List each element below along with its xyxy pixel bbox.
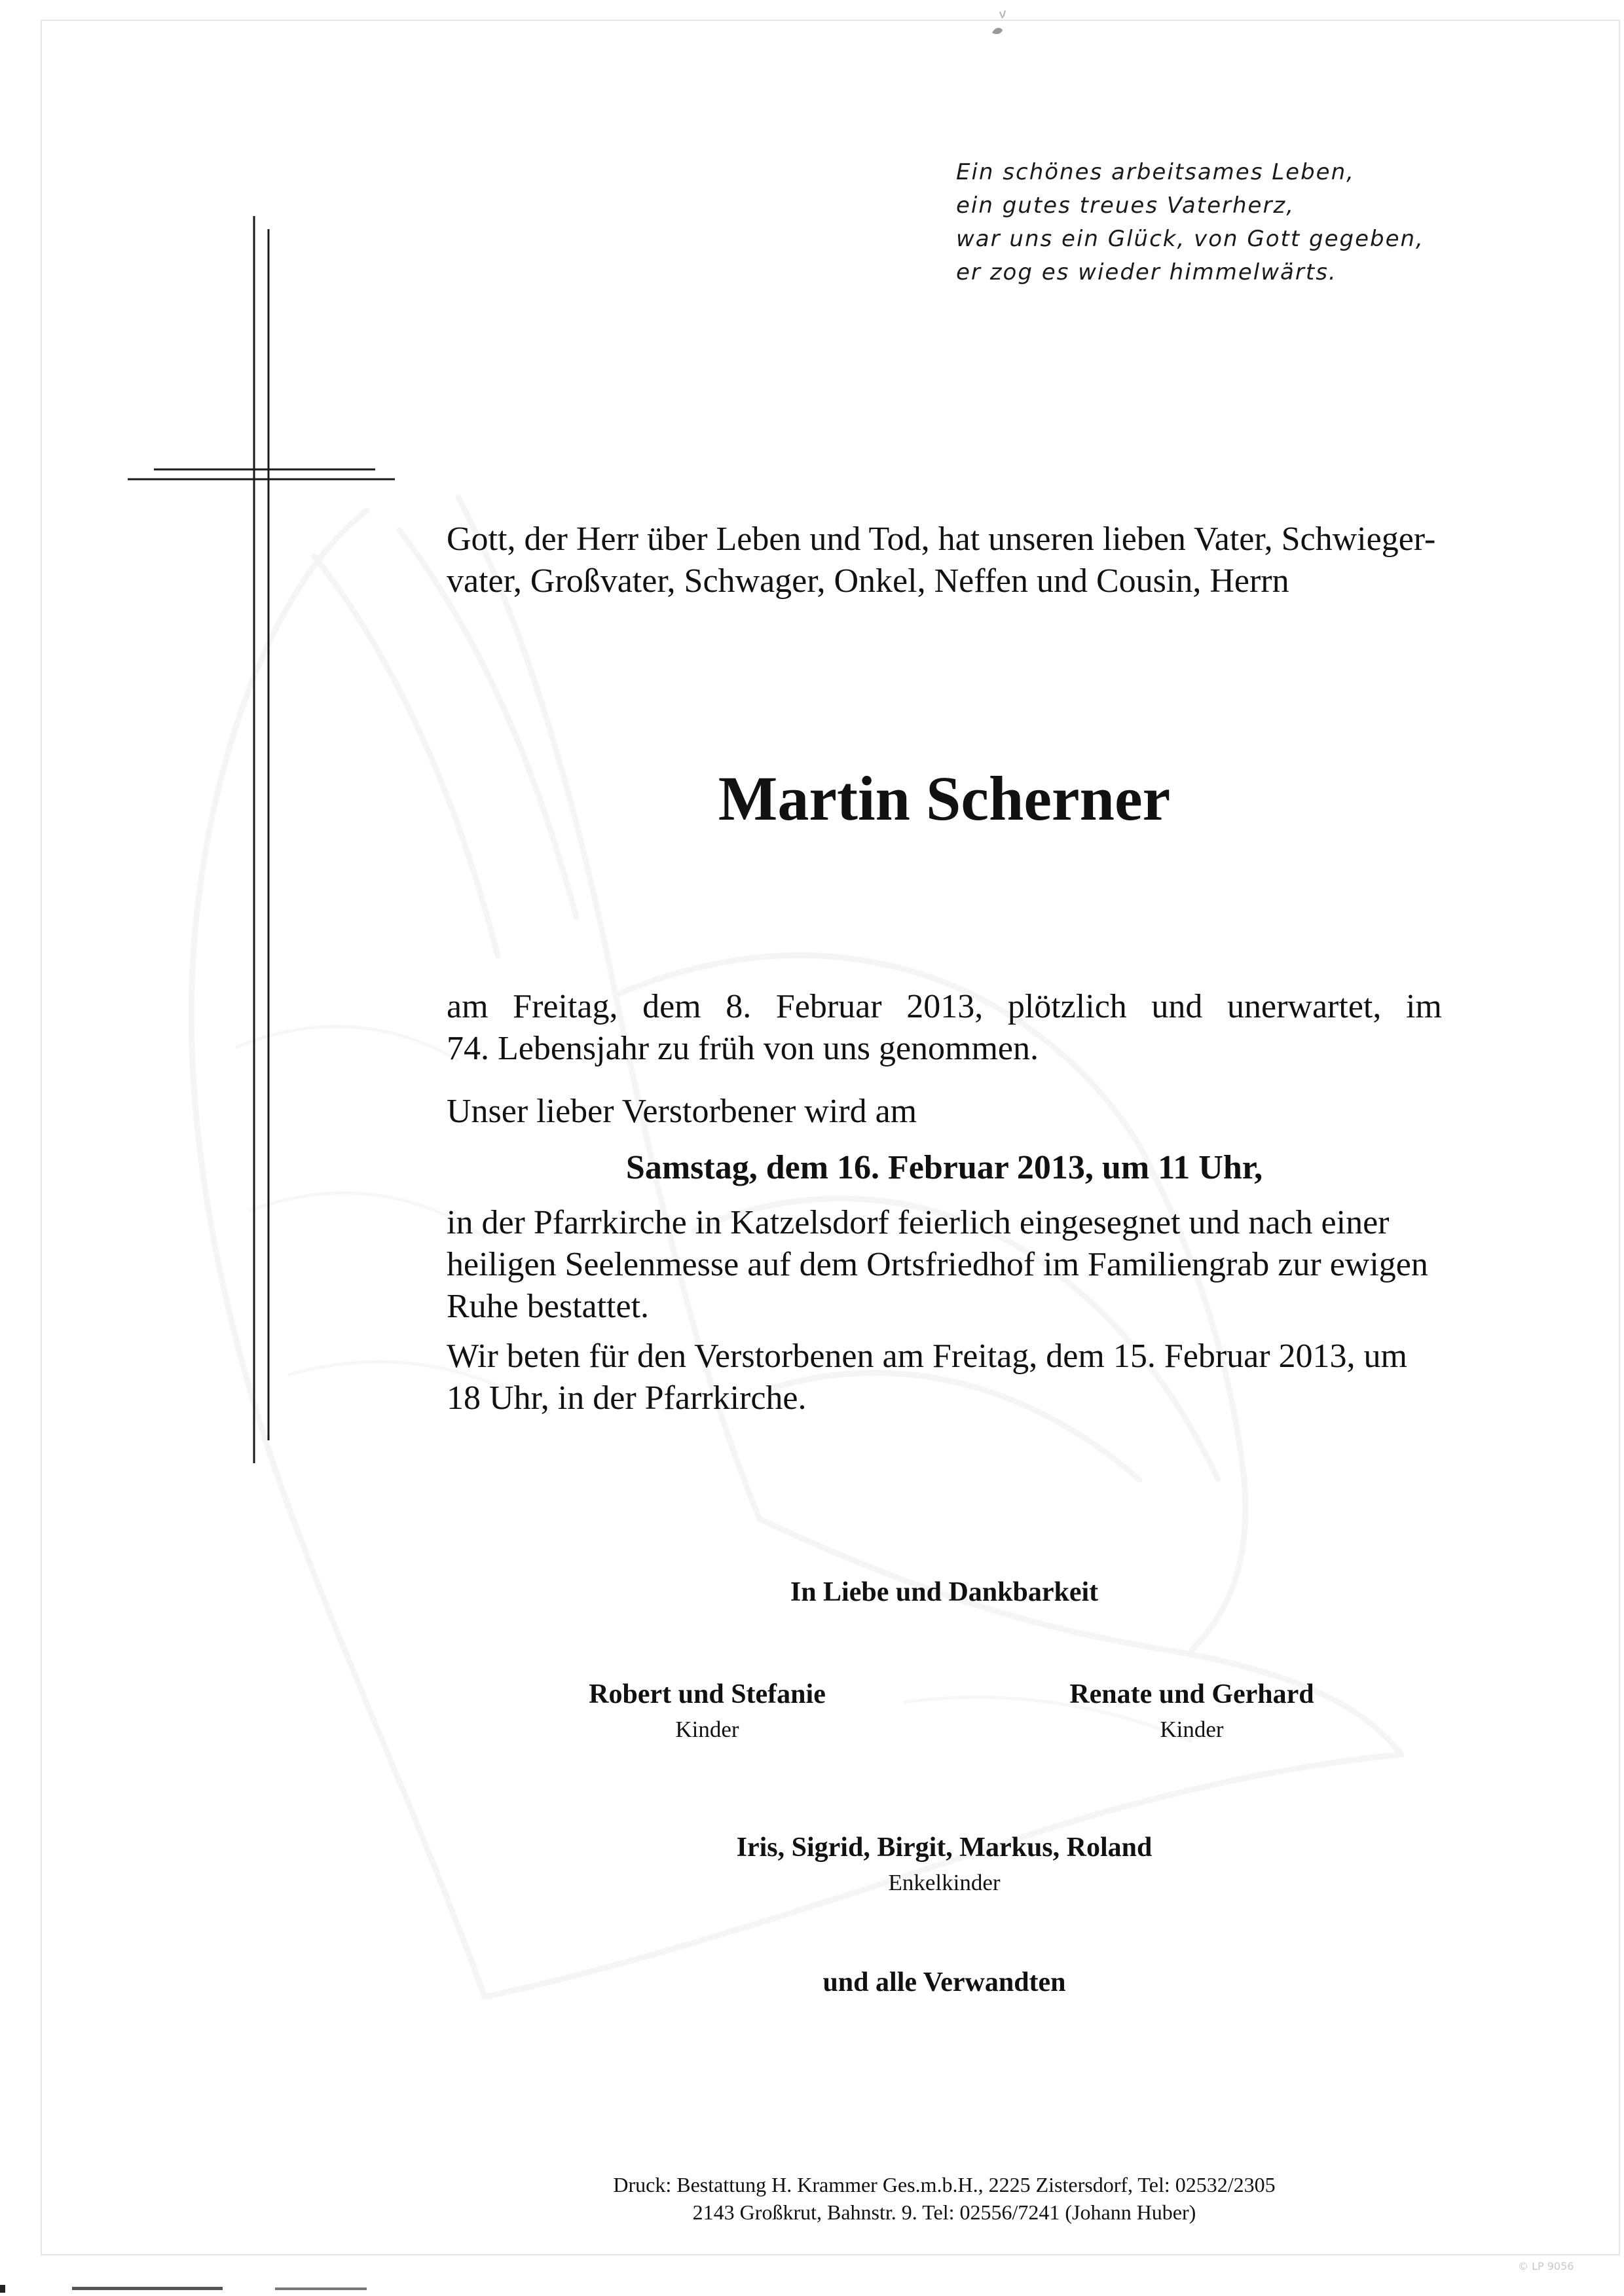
signer-relatives: und alle Verwandten	[822, 1967, 1066, 1997]
funeral-line: in der Pfarrkirche in Katzelsdorf feierlich eingesegnet und nach einer	[447, 1204, 1390, 1241]
poem-line: war uns ein Glück, von Gott gegeben,	[956, 226, 1424, 252]
signer-children-1	[537, 1676, 877, 1747]
word: 8.	[726, 988, 752, 1025]
scan-mark	[986, 8, 1012, 38]
signer-names: Iris, Sigrid, Birgit, Markus, Roland	[736, 1832, 1153, 1863]
funeral-line: Ruhe bestattet.	[447, 1288, 650, 1325]
signer-role: Kinder	[1160, 1717, 1224, 1742]
scan-artifact	[0, 2285, 5, 2293]
word: 2013,	[906, 988, 984, 1025]
signer-children-2	[1022, 1676, 1362, 1747]
prayer-line: Wir beten für den Verstorbenen am Freitag, dem 15. Februar 2013, um	[447, 1338, 1407, 1375]
funeral-date: Samstag, dem 16. Februar 2013, um 11 Uhr,	[625, 1149, 1263, 1186]
intro-line: vater, Großvater, Schwager, Onkel, Neffen und Cousin, Herrn	[447, 562, 1289, 600]
death-line-2: 74. Lebensjahr zu früh von uns genommen.	[447, 1030, 1039, 1067]
signature-heading: In Liebe und Dankbarkeit	[790, 1577, 1099, 1607]
deceased-name: Martin Scherner	[718, 763, 1171, 833]
signer-names: Robert und Stefanie	[589, 1679, 826, 1709]
form-code: © LP 9056	[1518, 2260, 1574, 2272]
funeral-intro	[447, 1091, 1442, 1133]
poem-line: er zog es wieder himmelwärts.	[956, 259, 1337, 285]
signer-names: Renate und Gerhard	[1069, 1679, 1314, 1709]
prayer-paragraph	[447, 1336, 1442, 1419]
printer-line: Druck: Bestattung H. Krammer Ges.m.b.H., 2225 Zistersdorf, Tel: 02532/2305	[613, 2173, 1276, 2196]
announcement-intro	[447, 519, 1442, 602]
word: dem	[642, 988, 701, 1025]
signer-role: Kinder	[675, 1717, 739, 1742]
scan-artifact	[72, 2287, 223, 2290]
word: Freitag,	[513, 988, 618, 1025]
funeral-intro-line: Unser lieber Verstorbener wird am	[447, 1093, 917, 1130]
word: und	[1151, 988, 1203, 1025]
word: unerwartet,	[1227, 988, 1382, 1025]
funeral-paragraph	[447, 1202, 1442, 1328]
printer-line: 2143 Großkrut, Bahnstr. 9. Tel: 02556/7241 (Johann Huber)	[692, 2200, 1196, 2224]
memorial-poem	[956, 156, 1480, 289]
word: plötzlich	[1007, 988, 1127, 1025]
signer-grandchildren	[447, 1829, 1442, 1900]
printer-imprint	[447, 2171, 1442, 2226]
intro-line: Gott, der Herr über Leben und Tod, hat unseren lieben Vater, Schwieger-	[447, 520, 1436, 558]
death-paragraph	[447, 986, 1442, 1070]
word: im	[1405, 988, 1442, 1025]
scan-artifact	[275, 2287, 367, 2290]
word: am	[447, 988, 489, 1025]
signer-role: Enkelkinder	[888, 1870, 1001, 1895]
funeral-line: heiligen Seelenmesse auf dem Ortsfriedhof im Familiengrab zur ewigen	[447, 1246, 1428, 1283]
death-line-1	[447, 986, 1442, 1028]
poem-line: Ein schönes arbeitsames Leben,	[956, 159, 1355, 185]
prayer-line: 18 Uhr, in der Pfarrkirche.	[447, 1379, 807, 1417]
word: Februar	[775, 988, 882, 1025]
cross-icon	[128, 216, 403, 1463]
poem-line: ein gutes treues Vaterherz,	[956, 192, 1295, 219]
